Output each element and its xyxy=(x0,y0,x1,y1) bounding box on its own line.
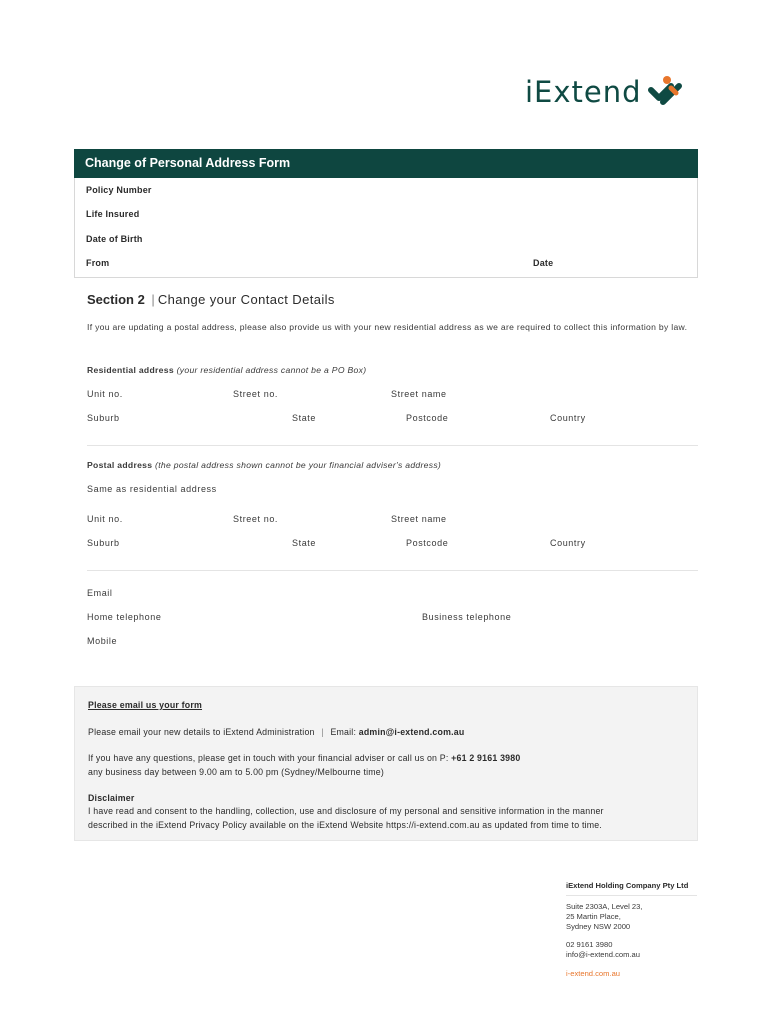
phone-number[interactable]: +61 2 9161 3980 xyxy=(451,753,521,763)
policy-number-label: Policy Number xyxy=(86,185,152,195)
email-label: Email: xyxy=(330,727,357,737)
home-telephone-field[interactable]: Home telephone xyxy=(87,612,162,622)
footer-phone: 02 9161 3980 xyxy=(566,940,613,949)
post-unit-no[interactable]: Unit no. xyxy=(87,514,123,524)
footer-divider xyxy=(566,895,697,896)
section-2-heading xyxy=(87,292,335,307)
res-unit-no[interactable]: Unit no. xyxy=(87,389,123,399)
res-country[interactable]: Country xyxy=(550,413,586,423)
res-street-no[interactable]: Street no. xyxy=(233,389,279,399)
questions-text: If you have any questions, please get in touch with your financial adviser or call us on P: xyxy=(88,753,449,763)
date-of-birth-label: Date of Birth xyxy=(86,234,143,244)
email-line-text: Please email your new details to iExtend Administration xyxy=(88,727,315,737)
section-separator: | xyxy=(151,292,155,307)
divider xyxy=(87,570,698,571)
logo-wordmark: iExtend xyxy=(525,75,642,109)
footer-company: iExtend Holding Company Pty Ltd xyxy=(566,881,689,890)
postal-heading xyxy=(87,459,687,473)
residential-note: (your residential address cannot be a PO Box) xyxy=(176,365,367,375)
post-suburb[interactable]: Suburb xyxy=(87,538,120,548)
disclaimer-line-1: I have read and consent to the handling, collection, use and disclosure of my personal and sensitive information in the manner xyxy=(88,806,604,816)
email-field[interactable]: Email xyxy=(87,588,113,598)
questions-line xyxy=(88,751,520,765)
footer-website-link[interactable]: i-extend.com.au xyxy=(566,969,621,978)
form-title: Change of Personal Address Form xyxy=(74,149,698,178)
res-suburb[interactable]: Suburb xyxy=(87,413,120,423)
footer-address-3: Sydney NSW 2000 xyxy=(566,922,631,931)
res-postcode[interactable]: Postcode xyxy=(406,413,449,423)
email-instructions-panel xyxy=(74,686,698,841)
mobile-field[interactable]: Mobile xyxy=(87,636,118,646)
section-title: Change your Contact Details xyxy=(157,292,335,307)
email-instructions-line xyxy=(88,725,464,739)
business-telephone-field[interactable]: Business telephone xyxy=(422,612,512,622)
same-as-residential-checkbox[interactable]: Same as residential address xyxy=(87,484,217,494)
section-number: Section 2 xyxy=(87,292,145,307)
residential-heading xyxy=(87,364,687,378)
footer-address-1: Suite 2303A, Level 23, xyxy=(566,902,643,911)
life-insured-label: Life Insured xyxy=(86,209,140,219)
footer-email[interactable]: info@i-extend.com.au xyxy=(566,950,640,959)
res-street-name[interactable]: Street name xyxy=(391,389,447,399)
post-street-name[interactable]: Street name xyxy=(391,514,447,524)
postal-note: (the postal address shown cannot be your financial adviser's address) xyxy=(155,460,442,470)
panel-heading: Please email us your form xyxy=(88,700,203,710)
post-postcode[interactable]: Postcode xyxy=(406,538,449,548)
divider xyxy=(87,445,698,446)
date-label: Date xyxy=(533,258,554,268)
post-country[interactable]: Country xyxy=(550,538,586,548)
business-hours: any business day between 9.00 am to 5.00 pm (Sydney/Melbourne time) xyxy=(88,767,385,777)
section-intro: If you are updating a postal address, please also provide us with your new residential address as we are required to collect this information by law. xyxy=(87,322,688,332)
postal-title: Postal address xyxy=(87,460,153,470)
post-state[interactable]: State xyxy=(292,538,317,548)
iextend-logo xyxy=(525,72,688,112)
disclaimer-heading: Disclaimer xyxy=(88,793,135,803)
post-street-no[interactable]: Street no. xyxy=(233,514,279,524)
residential-title: Residential address xyxy=(87,365,174,375)
iextend-mark-icon xyxy=(646,74,688,110)
from-label: From xyxy=(86,258,110,268)
disclaimer-line-2: described in the iExtend Privacy Policy available on the iExtend Website https://i-extend.com.au as updated from time to time. xyxy=(88,820,603,830)
policy-details-box xyxy=(74,178,698,278)
admin-email-link[interactable]: admin@i-extend.com.au xyxy=(358,727,465,737)
res-state[interactable]: State xyxy=(292,413,317,423)
footer-address-2: 25 Martin Place, xyxy=(566,912,621,921)
email-line-sep: | xyxy=(321,727,324,737)
